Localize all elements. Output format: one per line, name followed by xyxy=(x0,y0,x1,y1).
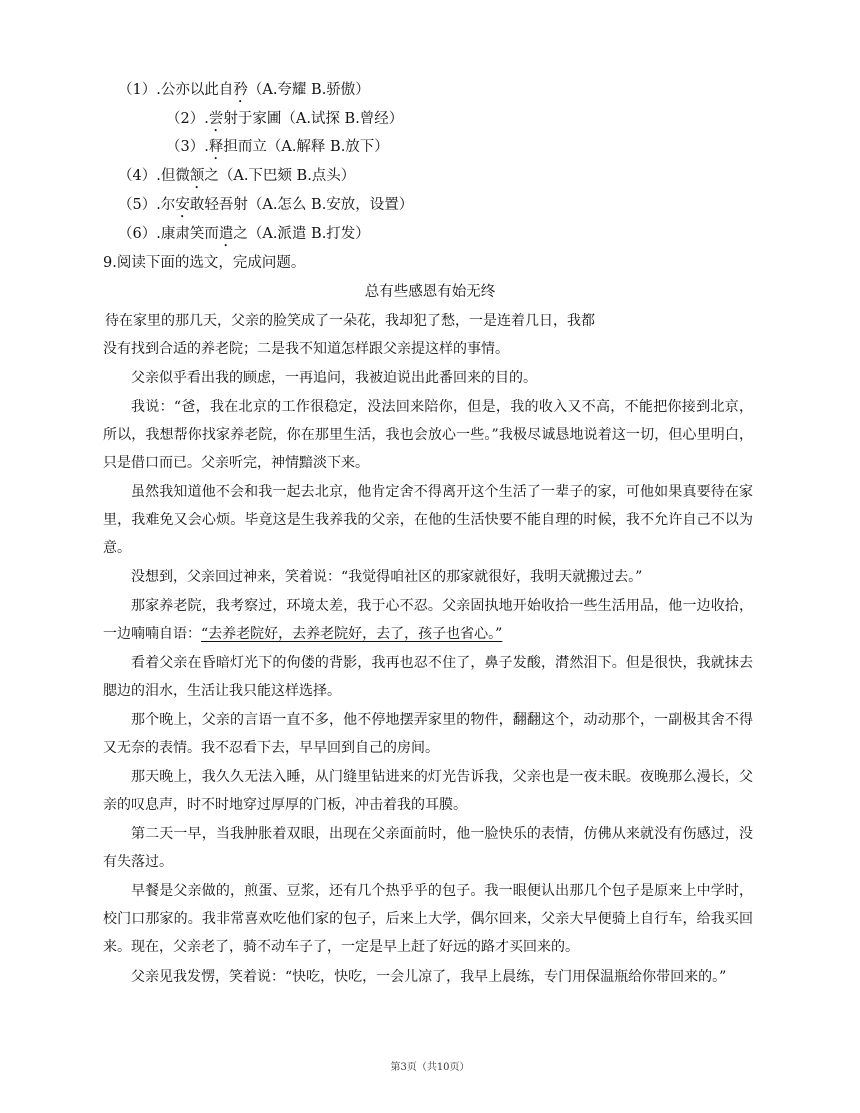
paragraph-5: 没想到，父亲回过神来，笑着说：“我觉得咱社区的那家就很好，我明天就搬过去。” xyxy=(131,569,643,585)
question-options: 射于家圃（A.试探 B.曾经） xyxy=(223,111,404,127)
question-6 xyxy=(118,224,370,250)
emphasized-char: 矜 xyxy=(233,82,248,98)
emphasized-char: 释 xyxy=(208,139,224,155)
question-options: 之（A.下巴颏 B.点头） xyxy=(204,168,356,184)
paragraph-6 xyxy=(103,593,753,649)
question-text: 尔 xyxy=(160,197,176,213)
paragraph-1b: 没有找到合适的养老院；二是我不知道怎样跟父亲提这样的事情。 xyxy=(103,341,509,357)
question-number: （2）. xyxy=(166,111,209,127)
question-2 xyxy=(166,109,403,135)
question-3 xyxy=(166,137,389,163)
paragraph-11: 早餐是父亲做的，煎蛋、豆浆，还有几个热乎乎的包子。我一眼便认出那几个包子是原来上中学时，校门口那家的。我非常喜欢吃他们家的包子，后来上大学，偶尔回来，父亲大早便骑上自行车，给我买回来。现在，父亲老了，骑不动车子了，一定是早上赶了好远的路才买回来的。 xyxy=(103,883,753,955)
question-5 xyxy=(118,195,413,221)
paragraph-1a: 待在家里的那几天，父亲的脸笑成了一朵花，我却犯了愁，一是连着几日，我都 xyxy=(105,313,595,329)
question-options: 担而立（A.解释 B.放下） xyxy=(223,139,389,155)
question-4 xyxy=(118,166,355,192)
question-number: （3）. xyxy=(166,139,209,155)
question-1 xyxy=(118,80,370,106)
question-number: （1）. xyxy=(118,82,161,98)
paragraph-10: 第二天一早，当我肿胀着双眼，出现在父亲面前时，他一脸快乐的表情，仿佛从来就没有伤感过，没有失落过。 xyxy=(103,826,753,870)
question-9-heading: 9.阅读下面的选文，完成问题。 xyxy=(103,255,306,271)
paragraph-6-text: 那家养老院，我考察过，环境太差，我于心不忍。父亲固执地开始收拾一些生活用品，他一边收拾，一边喃喃自语： xyxy=(103,598,753,642)
paragraph-2: 父亲似乎看出我的顾虑，一再追问，我被迫说出此番回来的目的。 xyxy=(131,370,537,386)
emphasized-char: 遣 xyxy=(218,226,234,242)
page-footer: 第3页（共10页） xyxy=(390,1062,470,1073)
emphasized-char: 安 xyxy=(175,197,190,213)
paragraph-3: 我说：“爸，我在北京的工作很稳定，没法回来陪你，但是，我的收入又不高，不能把你接到北京，所以，我想帮你找家养老院，你在那里生活，我也会放心一些。”我极尽诚恳地说着这一切，但心里明白，只是借口而已。父亲听完，神情黯淡下来。 xyxy=(103,399,753,471)
question-number: （6）. xyxy=(118,226,161,242)
paragraph-7: 看着父亲在昏暗灯光下的佝偻的背影，我再也忍不住了，鼻子发酸，潸然泪下。但是很快，我就抹去腮边的泪水，生活让我只能这样选择。 xyxy=(103,655,753,699)
question-text: 康肃笑而 xyxy=(160,226,219,242)
paragraph-9: 那天晚上，我久久无法入睡，从门缝里钻进来的灯光告诉我，父亲也是一夜未眠。夜晚那么漫长，父亲的叹息声，时不时地穿过厚厚的门板，冲击着我的耳膜。 xyxy=(103,769,753,813)
question-options: （A.夸耀 B.骄傲） xyxy=(247,82,370,98)
passage-title: 总有些感恩有始无终 xyxy=(364,284,496,300)
question-options: 之（A.派遣 B.打发） xyxy=(233,226,370,242)
question-options: 敢轻吾射（A.怎么 B.安放，设置） xyxy=(189,197,414,213)
question-text: 但微 xyxy=(160,168,190,184)
underlined-quote: “去养老院好，去养老院好，去了，孩子也省心。” xyxy=(201,625,503,642)
question-number: （5）. xyxy=(118,197,161,213)
question-text: 公亦以此自 xyxy=(160,82,234,98)
paragraph-8: 那个晚上，父亲的言语一直不多，他不停地摆弄家里的物件，翻翻这个，动动那个，一副极其舍不得又无奈的表情。我不忍看下去，早早回到自己的房间。 xyxy=(103,712,753,756)
emphasized-char: 颔 xyxy=(189,168,205,184)
question-number: （4）. xyxy=(118,168,161,184)
paragraph-4: 虽然我知道他不会和我一起去北京，他肯定舍不得离开这个生活了一辈子的家，可他如果真要待在家里，我难免又会心烦。毕竟这是生我养我的父亲，在他的生活快要不能自理的时候，我不允许自己不以为意。 xyxy=(103,484,753,556)
paragraph-12: 父亲见我发愣，笑着说：“快吃，快吃，一会儿凉了，我早上晨练，专门用保温瓶给你带回来的。” xyxy=(131,969,727,985)
emphasized-char: 尝 xyxy=(208,111,224,127)
